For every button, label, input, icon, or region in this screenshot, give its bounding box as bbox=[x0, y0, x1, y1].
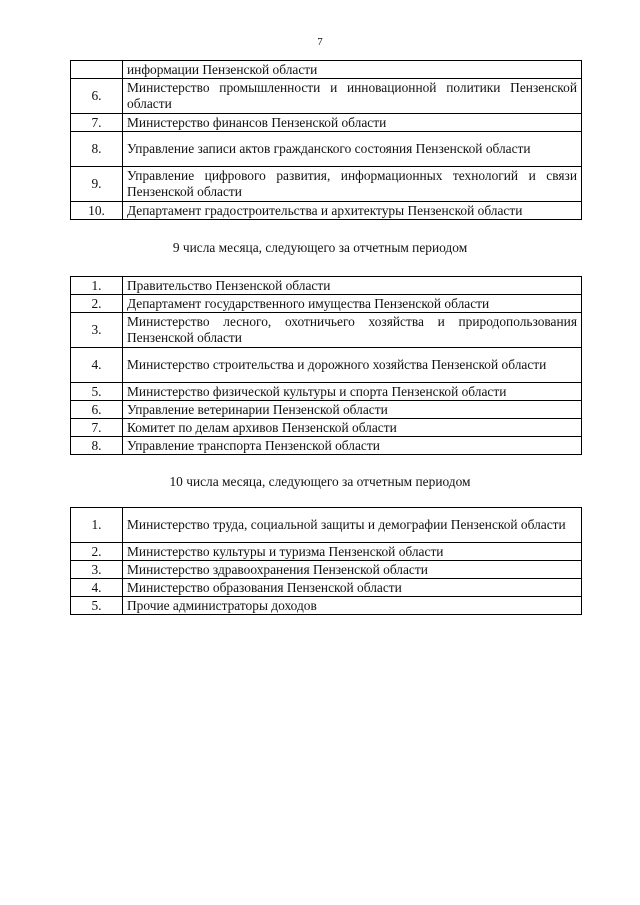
section-heading-10th: 10 числа месяца, следующего за отчетным периодом bbox=[169, 474, 471, 489]
table-row bbox=[71, 543, 582, 561]
row-number: 1. bbox=[71, 277, 123, 295]
row-number bbox=[71, 61, 123, 79]
row-number: 5. bbox=[71, 383, 123, 401]
row-name: информации Пензенской области bbox=[123, 61, 582, 79]
row-number: 3. bbox=[71, 313, 123, 348]
row-name: Управление ветеринарии Пензенской области bbox=[123, 401, 582, 419]
page-number: 7 bbox=[317, 36, 323, 48]
table-row bbox=[71, 132, 582, 167]
row-name: Министерство лесного, охотничьего хозяйства и природопользования Пензенской области bbox=[123, 313, 582, 348]
table-row bbox=[71, 437, 582, 455]
table-row bbox=[71, 202, 582, 220]
row-name: Министерство культуры и туризма Пензенской области bbox=[123, 543, 582, 561]
row-name: Управление цифрового развития, информационных технологий и связи Пензенской области bbox=[123, 167, 582, 202]
row-number: 6. bbox=[71, 401, 123, 419]
table-row bbox=[71, 295, 582, 313]
row-number: 3. bbox=[71, 561, 123, 579]
row-number: 4. bbox=[71, 579, 123, 597]
row-name: Правительство Пензенской области bbox=[123, 277, 582, 295]
table-row bbox=[71, 348, 582, 383]
row-number: 8. bbox=[71, 437, 123, 455]
row-name: Министерство физической культуры и спорта Пензенской области bbox=[123, 383, 582, 401]
row-name: Министерство здравоохранения Пензенской области bbox=[123, 561, 582, 579]
row-name: Управление записи актов гражданского состояния Пензенской области bbox=[123, 132, 582, 167]
table-row bbox=[71, 419, 582, 437]
row-name: Министерство строительства и дорожного хозяйства Пензенской области bbox=[123, 348, 582, 383]
row-number: 9. bbox=[71, 167, 123, 202]
row-number: 8. bbox=[71, 132, 123, 167]
row-number: 7. bbox=[71, 114, 123, 132]
table-row bbox=[71, 597, 582, 615]
row-number: 6. bbox=[71, 79, 123, 114]
table-row bbox=[71, 383, 582, 401]
row-name: Министерство образования Пензенской области bbox=[123, 579, 582, 597]
row-name: Управление транспорта Пензенской области bbox=[123, 437, 582, 455]
table-row bbox=[71, 579, 582, 597]
table-row bbox=[71, 561, 582, 579]
table-row bbox=[71, 167, 582, 202]
table-row bbox=[71, 79, 582, 114]
table-row bbox=[71, 114, 582, 132]
row-name: Прочие администраторы доходов bbox=[123, 597, 582, 615]
table-row bbox=[71, 401, 582, 419]
row-number: 1. bbox=[71, 508, 123, 543]
row-number: 2. bbox=[71, 543, 123, 561]
table-row bbox=[71, 508, 582, 543]
administrators-table-continued bbox=[70, 60, 582, 220]
row-name: Министерство финансов Пензенской области bbox=[123, 114, 582, 132]
row-number: 10. bbox=[71, 202, 123, 220]
table-row bbox=[71, 61, 582, 79]
section-heading-9th: 9 числа месяца, следующего за отчетным периодом bbox=[172, 240, 468, 255]
administrators-table-10th bbox=[70, 507, 582, 615]
row-name: Министерство промышленности и инновационной политики Пензенской области bbox=[123, 79, 582, 114]
table-row bbox=[71, 313, 582, 348]
row-name: Департамент государственного имущества Пензенской области bbox=[123, 295, 582, 313]
table-row bbox=[71, 277, 582, 295]
row-name: Департамент градостроительства и архитектуры Пензенской области bbox=[123, 202, 582, 220]
row-name: Министерство труда, социальной защиты и демографии Пензенской области bbox=[123, 508, 582, 543]
row-number: 4. bbox=[71, 348, 123, 383]
row-number: 2. bbox=[71, 295, 123, 313]
row-number: 7. bbox=[71, 419, 123, 437]
row-number: 5. bbox=[71, 597, 123, 615]
administrators-table-9th bbox=[70, 276, 582, 455]
row-name: Комитет по делам архивов Пензенской области bbox=[123, 419, 582, 437]
